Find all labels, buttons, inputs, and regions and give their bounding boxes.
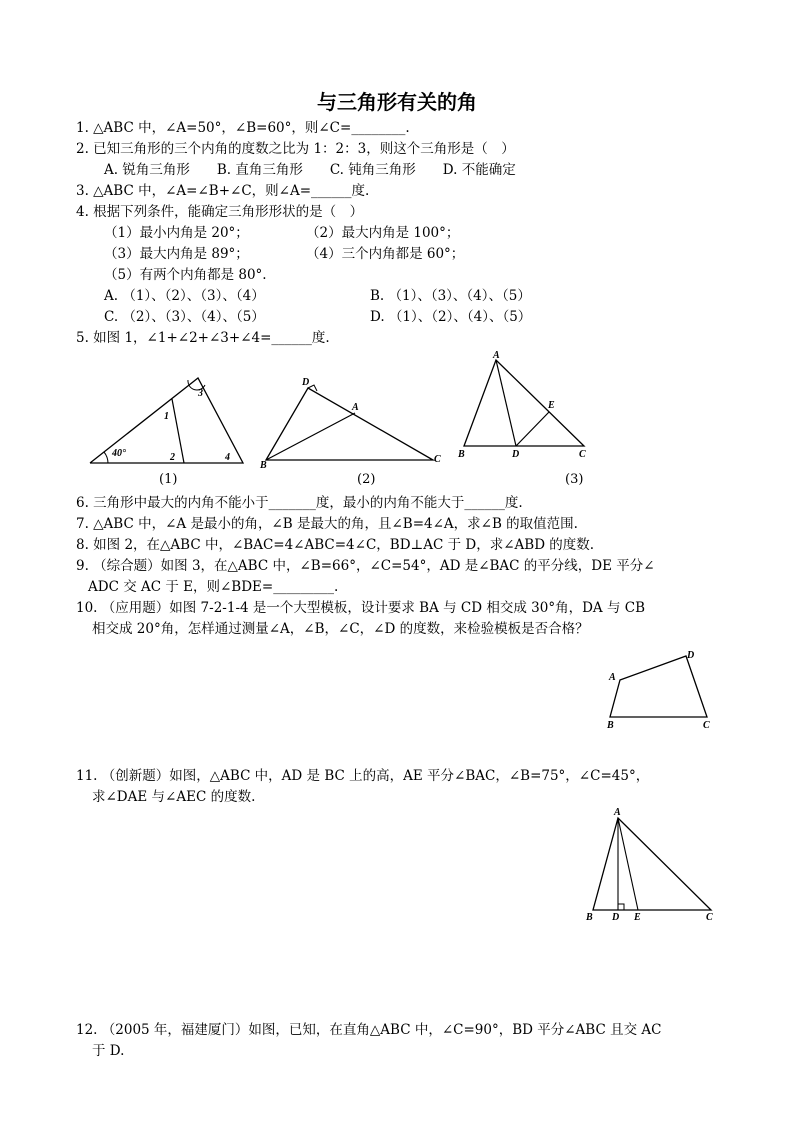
question-8: 8. 如图 2，在△ABC 中，∠BAC=4∠ABC=4∠C，BD⊥AC 于 D，求∠ABD 的度数. [76,537,595,553]
figure-2 [258,376,448,471]
question-4-option-d: D. （1）、（2）、（4）、（5） [370,309,532,325]
figure-quadrilateral [602,648,722,733]
question-4-option-a: A. （1）、（2）、（3）、（4） [104,288,265,304]
svg-text:C: C [434,454,441,465]
question-2: 2. 已知三角形的三个内角的度数之比为 1：2：3，则这个三角形是（ ） [76,141,515,157]
svg-text:D: D [687,650,695,661]
svg-text:A: A [609,672,616,683]
question-4-condition-3: （3）最大内角是 89°； [104,246,249,262]
question-2-options: A. 锐角三角形 B. 直角三角形 C. 钝角三角形 D. 不能确定 [104,162,516,178]
svg-text:E: E [634,912,641,923]
svg-text:B: B [458,449,465,460]
svg-text:C: C [706,912,713,923]
question-4: 4. 根据下列条件，能确定三角形形状的是（ ） [76,204,364,220]
question-1: 1. △ABC 中，∠A=50°，∠B=60°，则∠C=________. [76,120,410,136]
question-12-line-2: 于 D. [92,1043,125,1059]
svg-text:B: B [260,460,267,471]
question-6: 6. 三角形中最大的内角不能小于_______度，最小的内角不能大于______度. [76,495,523,511]
svg-text:C: C [703,720,710,731]
question-11-line-1: 11. （创新题）如图，△ABC 中，AD 是 BC 上的高，AE 平分∠BAC，∠B=75°，∠C=45°， [76,768,650,784]
svg-text:4: 4 [225,452,230,463]
svg-text:D: D [612,912,620,923]
question-10-line-2: 相交成 20°角，怎样通过测量∠A，∠B，∠C，∠D 的度数，来检验模板是否合格？ [92,621,589,637]
question-12-line-1: 12. （2005 年，福建厦门）如图，已知，在直角△ABC 中，∠C=90°，BD 平分∠ABC 且交 AC [76,1022,662,1038]
svg-text:3: 3 [198,388,203,399]
figure-11 [578,806,728,926]
svg-text:B: B [586,912,593,923]
question-5: 5. 如图 1，∠1+∠2+∠3+∠4=______度. [76,330,330,346]
question-4-condition-1: （1）最小内角是 20°； [104,225,249,241]
svg-text:2: 2 [170,452,175,463]
question-4-option-b: B. （1）、（3）、（4）、（5） [370,288,531,304]
figure-3-caption: (3) [565,472,584,487]
svg-text:B: B [607,720,614,731]
question-3: 3. △ABC 中，∠A=∠B+∠C，则∠A=______度. [76,183,370,199]
question-11-line-2: 求∠DAE 与∠AEC 的度数. [92,789,256,805]
figure-1-caption: (1) [159,472,178,487]
question-10-line-1: 10. （应用题）如图 7-2-1-4 是一个大型模板，设计要求 BA 与 CD 相交成 30°角，DA 与 CB [76,600,645,616]
question-7: 7. △ABC 中，∠A 是最小的角，∠B 是最大的角，且∠B=4∠A，求∠B 的取值范围. [76,516,578,532]
svg-text:A: A [352,402,359,413]
svg-text:40°: 40° [112,448,126,459]
svg-text:E: E [548,400,555,411]
question-4-option-c: C. （2）、（3）、（4）、（5） [104,309,265,325]
figure-3 [454,350,594,460]
svg-text:A: A [614,807,621,818]
figure-1 [88,375,248,470]
svg-text:D: D [302,377,310,388]
svg-text:1: 1 [164,411,169,422]
question-9-line-2: ADC 交 AC 于 E，则∠BDE=_________. [88,579,339,595]
question-4-condition-5: （5）有两个内角都是 80°. [104,267,267,283]
figure-2-caption: (2) [357,472,376,487]
question-9-line-1: 9. （综合题）如图 3，在△ABC 中，∠B=66°，∠C=54°，AD 是∠BAC 的平分线，DE 平分∠ [76,558,655,574]
page-title: 与三角形有关的角 [317,90,477,114]
svg-text:C: C [579,449,586,460]
question-4-condition-2: （2）最大内角是 100°； [306,225,460,241]
question-4-condition-4: （4）三个内角都是 60°； [306,246,465,262]
svg-text:D: D [512,449,520,460]
svg-text:A: A [493,350,500,361]
